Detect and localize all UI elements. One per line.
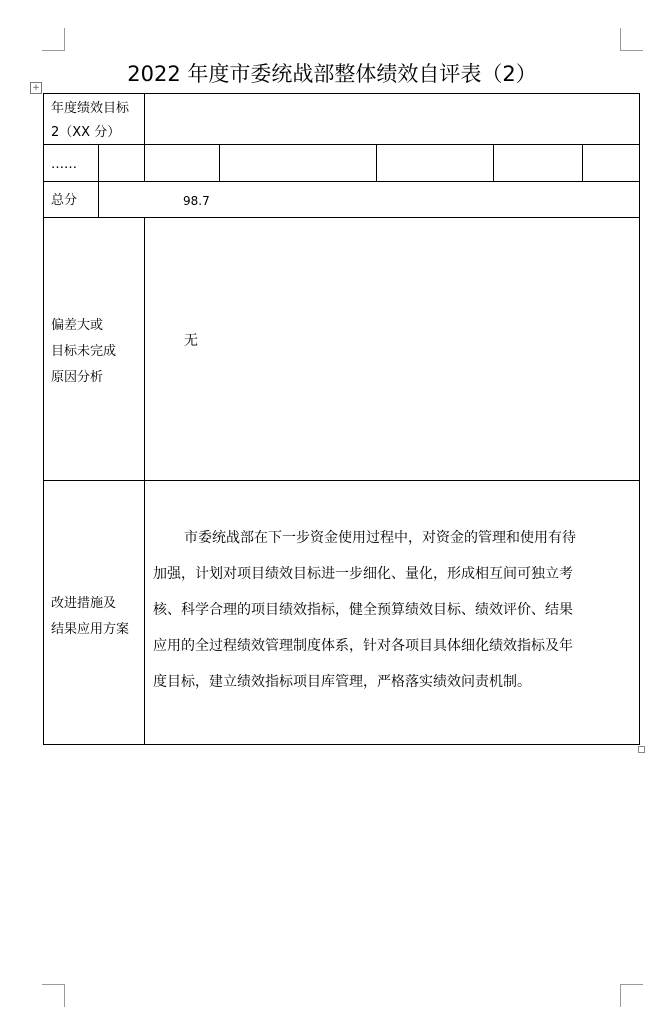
improvement-label-line1: 改进措施及 [51, 596, 117, 611]
deviation-label-line3: 原因分析 [51, 370, 104, 385]
empty-cell[interactable] [493, 144, 583, 182]
goal-label-line1: 年度绩效目标 [51, 101, 130, 116]
goal-label-line2: 2（XX 分） [51, 125, 121, 140]
improvement-label-line2: 结果应用方案 [51, 622, 130, 637]
deviation-label-line2: 目标未完成 [51, 344, 117, 359]
table-move-handle-icon[interactable]: + [30, 82, 42, 94]
ellipsis-cell [43, 144, 99, 182]
deviation-label-line1: 偏差大或 [51, 318, 104, 333]
deviation-value-cell[interactable] [144, 217, 640, 481]
goal-label-cell [43, 93, 145, 145]
crop-mark-top-right [620, 28, 643, 51]
improvement-label-cell [43, 480, 145, 745]
deviation-value: 无 [184, 333, 198, 349]
empty-cell[interactable] [376, 144, 494, 182]
ellipsis-text: …… [51, 157, 77, 172]
goal-value-cell[interactable] [144, 93, 640, 145]
improvement-line-3: 核、科学合理的项目绩效指标，健全预算绩效目标、绩效评价、结果 [153, 602, 573, 618]
improvement-line-5: 度目标，建立绩效指标项目库管理，严格落实绩效问责机制。 [153, 674, 531, 690]
empty-cell[interactable] [219, 144, 377, 182]
table-resize-handle[interactable] [638, 746, 645, 753]
improvement-value-cell[interactable] [144, 480, 640, 745]
deviation-label-cell [43, 217, 145, 481]
improvement-line-1: 市委统战部在下一步资金使用过程中，对资金的管理和使用有待 [184, 530, 576, 546]
total-label: 总分 [51, 193, 78, 208]
total-value-cell[interactable] [98, 181, 640, 218]
total-label-cell [43, 181, 99, 218]
crop-mark-bottom-right [620, 984, 643, 1007]
crop-mark-bottom-left [42, 984, 65, 1007]
empty-cell[interactable] [144, 144, 220, 182]
empty-cell[interactable] [582, 144, 640, 182]
total-value: 98.7 [183, 194, 210, 208]
crop-mark-top-left [42, 28, 65, 51]
improvement-line-4: 应用的全过程绩效管理制度体系，针对各项目具体细化绩效指标及年 [153, 638, 573, 654]
page-title: 2022 年度市委统战部整体绩效自评表（2） [127, 62, 537, 86]
empty-cell[interactable] [98, 144, 145, 182]
improvement-line-2: 加强，计划对项目绩效目标进一步细化、量化，形成相互间可独立考 [153, 566, 573, 582]
